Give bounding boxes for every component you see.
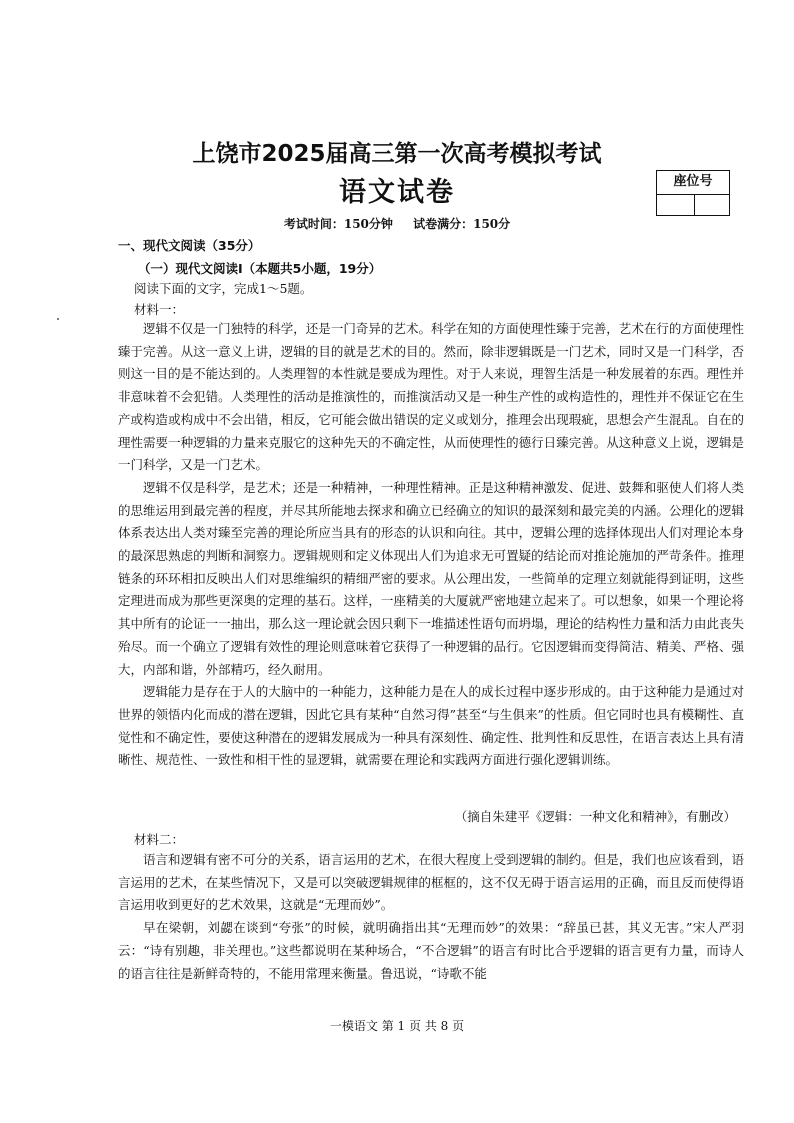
- material1-label: 材料一：: [134, 302, 185, 317]
- paragraph: 早在梁朝，刘勰在谈到“夸张”的时候，就明确指出其“无理而妙”的效果：“辞虽已甚，其义无害。”宋人严羽云：“诗有别趣，非关理也。”这些都说明在某种场合，“不合逻辑”的语言有时比合乎逻辑的语言更有力量，而诗人的语言往往是新鲜奇特的，不能用常理来衡量。鲁迅说，“诗歌不能: [118, 920, 744, 981]
- paragraph: 语言和逻辑有密不可分的关系，语言运用的艺术，在很大程度上受到逻辑的制约。但是，我们也应该看到，语言运用的艺术，在某些情况下，又是可以突破逻辑规律的框框的，这不仅无碍于语言运用的正确，而且反而使得语言运用收到更好的艺术效果，这就是“无理而妙”。: [118, 852, 744, 913]
- material2-label: 材料二：: [134, 832, 185, 847]
- exam-score: 试卷满分：150分: [413, 217, 511, 231]
- instruction-text: 阅读下面的文字，完成1～5题。: [134, 281, 313, 296]
- paragraph: 逻辑不仅是一门独特的科学，还是一门奇异的艺术。科学在知的方面使理性臻于完善，艺术在行的方面使理性臻于完善。从这一意义上讲，逻辑的目的就是艺术的目的。然而，除非逻辑既是一门艺术，同时又是一门科学，否则这一目的是不能达到的。人类理智的本性就是要成为理性。对于人来说，理智生活是一种发展着的东西。理性并非意味着不会犯错。人类理性的活动是推演性的，而推演活动又是一种生产性的或构造性的，理性并不保证它在生产或构造或构成中不会出错，相反，它可能会做出错误的定义或划分，推理会出现瑕疵，思想会产生混乱。自在的理性需要一种逻辑的力量来克服它的这种先天的不确定性，从而使理性的德行日臻完善。从这种意义上说，逻辑是一门科学，又是一门艺术。: [118, 321, 744, 473]
- paragraph: 逻辑能力是存在于人的大脑中的一种能力，这种能力是在人的成长过程中逐步形成的。由于这种能力是通过对世界的领悟内化而成的潜在逻辑，因此它具有某种“自然习得”甚至“与生俱来”的性质。但它同时也具有模糊性、直觉性和不确定性，要使这种潜在的逻辑发展成为一种具有深刻性、确定性、批判性和反思性，在语言表达上具有清晰性、规范性、一致性和相干性的显逻辑，就需要在理论和实践两方面进行强化逻辑训练。: [118, 684, 744, 768]
- exam-info: [0, 215, 794, 232]
- page-footer: 一模语文 第 1 页 共 8 页: [329, 1019, 465, 1033]
- subsection-heading: （一）现代文阅读Ⅰ（本题共5小题，19分）: [138, 261, 382, 276]
- material2-body: [118, 849, 744, 985]
- material1-body: [118, 318, 744, 772]
- material1-source: （摘自朱建平《逻辑：一种文化和精神》，有删改）: [454, 809, 736, 824]
- seat-number-box: [656, 170, 730, 216]
- section-heading: 一、现代文阅读（35分）: [118, 238, 261, 253]
- paragraph: 逻辑不仅是科学，是艺术；还是一种精神，一种理性精神。正是这种精神激发、促进、鼓舞和驱使人们将人类的思维运用到最完善的程度，并尽其所能地去探求和确立已经确立的知识的最深刻和最完美的内涵。公理化的逻辑体系表达出人类对臻至完善的理论所应当具有的形态的认识和向往。其中，逻辑公理的选择体现出人们对理论本身的最深思熟虑的判断和洞察力。逻辑规则和定义体现出人们为追求无可置疑的结论而对推论施加的严苛条件。推理链条的环环相扣反映出人们对思维编织的精细严密的要求。从公理出发，一些简单的定理立刻就能得到证明，这些定理进而成为那些更深奥的定理的基石。这样，一座精美的大厦就严密地建立起来了。可以想象，如果一个理论将其中所有的论证一一抽出，那么这一理论就会因只剩下一堆描述性语句而坍塌，理论的结构性力量和活力由此丧失殆尽。而一个确立了逻辑有效性的理论则意味着它获得了一种逻辑的品行。它因逻辑而变得简洁、精美、严格、强大，内部和谐，外部精巧，经久耐用。: [118, 479, 744, 677]
- exam-subtitle: 语文试卷: [339, 177, 455, 208]
- exam-time: 考试时间：150分钟: [283, 217, 393, 231]
- seat-divider: [694, 195, 695, 215]
- seat-label: 座位号: [657, 171, 729, 195]
- exam-title: 上饶市2025届高三第一次高考模拟考试: [192, 141, 602, 167]
- scan-speck: [57, 318, 59, 320]
